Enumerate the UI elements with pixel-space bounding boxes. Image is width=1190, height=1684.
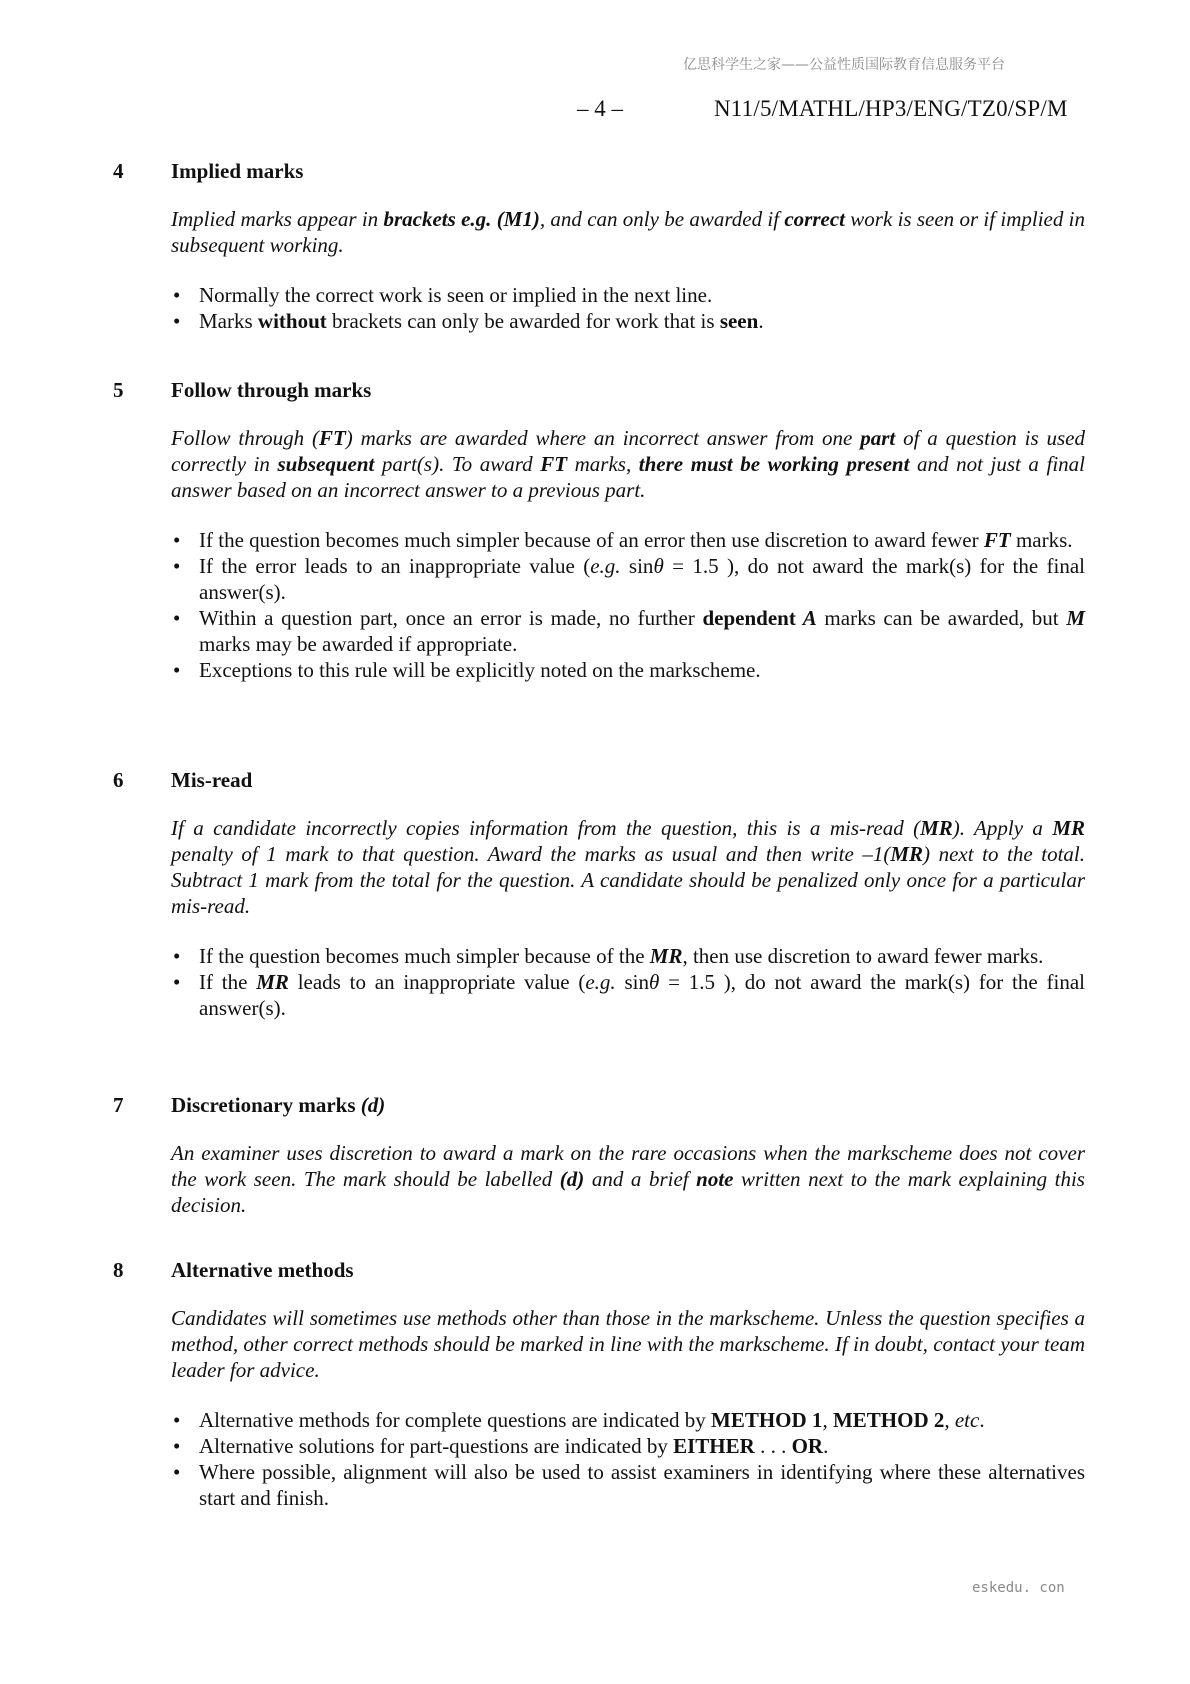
bullet-item: • Normally the correct work is seen or implied in the next line. (171, 282, 1085, 308)
section-number: 5 (113, 378, 124, 402)
section-paragraph: Candidates will sometimes use methods other than those in the markscheme. Unless the question specifies a method, other correct methods should be marked in line with the markscheme. If in doubt, contact your team leader for advice. (171, 1306, 1085, 1382)
bullet-list (171, 527, 1085, 683)
section-number: 4 (113, 159, 124, 183)
section-title: Mis-read (171, 768, 253, 792)
section-heading (113, 1092, 1085, 1118)
bullet-item: • Marks without brackets can only be awarded for work that is seen. (171, 308, 1085, 334)
section-paragraph: An examiner uses discretion to award a mark on the rare occasions when the markscheme does not cover the work seen. The mark should be labelled (d) and a brief note written next to the mark explaining this decision. (171, 1141, 1085, 1217)
section-heading (113, 1257, 1085, 1283)
section-discretionary-marks (113, 1092, 1085, 1218)
section-heading (113, 158, 1085, 184)
section-paragraph: Implied marks appear in brackets e.g. (M1), and can only be awarded if correct work is seen or if implied in subsequent working. (171, 207, 1085, 257)
bullet-item: • If the question becomes much simpler because of an error then use discretion to award fewer FT marks. (171, 527, 1085, 553)
section-number: 8 (113, 1258, 124, 1282)
section-implied-marks (113, 158, 1085, 334)
section-title: Discretionary marks (d) (171, 1093, 386, 1117)
bullet-list (171, 1407, 1085, 1511)
section-title: Alternative methods (171, 1258, 354, 1282)
header-watermark: 亿思科学生之家——公益性质国际教育信息服务平台 (683, 57, 1005, 73)
section-title: Follow through marks (171, 378, 372, 402)
section-paragraph: Follow through (FT) marks are awarded where an incorrect answer from one part of a question is used correctly in subsequent part(s). To award FT marks, there must be working present and not just a final answer based on an incorrect answer to a previous part. (171, 426, 1085, 502)
bullet-item: • Alternative solutions for part-questions are indicated by EITHER . . . OR. (171, 1433, 1085, 1459)
section-paragraph: If a candidate incorrectly copies information from the question, this is a mis-read (MR). Apply a MR penalty of 1 mark to that question. Award the marks as usual and then write –1(MR) next to the total. Subtract 1 mark from the total for the question. A candidate should be penalized only once for a particular mis-read. (171, 816, 1085, 918)
section-heading (113, 377, 1085, 403)
section-follow-through-marks (113, 377, 1085, 683)
bullet-item: • If the question becomes much simpler because of the MR, then use discretion to award fewer marks. (171, 943, 1085, 969)
bullet-item: • If the error leads to an inappropriate value (e.g. sinθ = 1.5 ), do not award the mark(s) for the final answer(s). (171, 553, 1085, 605)
bullet-item: • Within a question part, once an error is made, no further dependent A marks can be awarded, but M marks may be awarded if appropriate. (171, 605, 1085, 657)
bullet-list (171, 282, 1085, 334)
section-alternative-methods (113, 1257, 1085, 1511)
footer-watermark: eskedu. con (972, 1580, 1065, 1596)
bullet-item: • Exceptions to this rule will be explicitly noted on the markscheme. (171, 657, 1085, 683)
section-mis-read (113, 767, 1085, 1021)
document-code: N11/5/MATHL/HP3/ENG/TZ0/SP/M (714, 96, 1068, 121)
section-heading (113, 767, 1085, 793)
bullet-list (171, 943, 1085, 1021)
bullet-item: • Where possible, alignment will also be used to assist examiners in identifying where these alternatives start and finish. (171, 1459, 1085, 1511)
page-number: – 4 – (577, 96, 623, 121)
section-number: 7 (113, 1093, 124, 1117)
section-number: 6 (113, 768, 124, 792)
bullet-item: • If the MR leads to an inappropriate value (e.g. sinθ = 1.5 ), do not award the mark(s) for the final answer(s). (171, 969, 1085, 1021)
section-title: Implied marks (171, 159, 304, 183)
bullet-item: • Alternative methods for complete questions are indicated by METHOD 1, METHOD 2, etc. (171, 1407, 1085, 1433)
